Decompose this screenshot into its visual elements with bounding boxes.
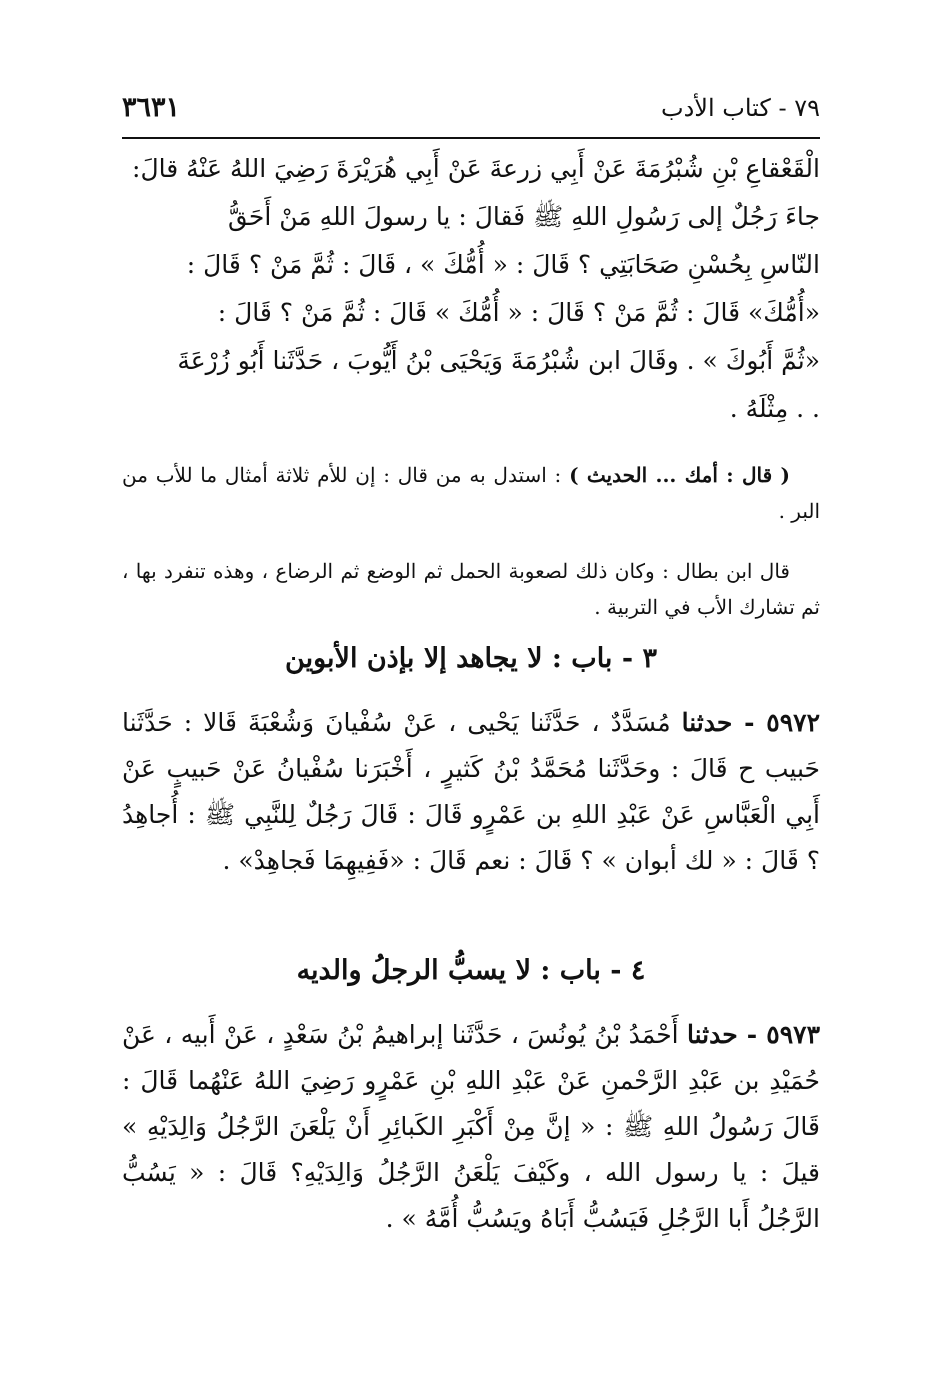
chapter-heading: ٣ - باب : لا يجاهد إلا بإذن الأبوين bbox=[285, 643, 657, 674]
commentary-paragraph bbox=[122, 553, 820, 625]
hadith-line: «ثُمَّ أَبُوكَ » . وقَالَ ابن شُبْرُمَةَ وَيَحْيَى بْنُ أَيُّوبَ ، حَدَّثَنا أَبُو زُرْعَةَ bbox=[177, 346, 820, 375]
hadith-line: الْقَعْقاعِ بْنِ شُبْرُمَةَ عَنْ أَبِي زرعةَ عَنْ أَبِي هُرَيْرَةَ رَضِيَ اللهُ عَنْهُ قالَ: bbox=[132, 154, 820, 183]
hadith-line: جاءَ رَجُلٌ إلى رَسُولِ اللهِ ﷺ فَقالَ : يا رسولَ اللهِ مَنْ أَحَقُّ bbox=[228, 202, 820, 231]
page-header bbox=[122, 92, 820, 132]
hadith-continuation bbox=[122, 145, 820, 433]
header-rule bbox=[122, 137, 820, 139]
commentary-text: قال ابن بطال : وكان ذلك لصعوبة الحمل ثم الوضع ثم الرضاع ، وهذه تنفرد بها ، ثم تشارك الأب في التربية . bbox=[122, 559, 820, 619]
hadith-line: «أُمُّكَ» قَالَ : ثُمَّ مَنْ ؟ قَالَ : « أُمُّكَ » قَالَ : ثُمَّ مَنْ ؟ قَالَ : bbox=[217, 298, 820, 327]
hadith-text: أَحْمَدُ بْنُ يُونُسَ ، حَدَّثَنا إبراهيمُ بْنُ سَعْدٍ ، عَنْ أَبيه ، عَنْ حُمَيْدِ بن عَبْدِ الرَّحْمنِ عَنْ عَبْدِ اللهِ بْنِ عَمْرٍو رَضِيَ اللهُ عَنْهُما قَالَ : قَالَ رَسُولُ اللهِ ﷺ : « إنَّ مِنْ أَكْبَرِ الكَبائِرِ أَنْ يَلْعَنَ الرَّجُلُ وَالِدَيْهِ » قيلَ : يا رسول الله ، وكَيْفَ يَلْعَنُ الرَّجُلُ وَالِدَيْهِ؟ قَالَ : « يَسُبُّ الرَّجُلُ أَبا الرَّجُلِ فَيَسُبُّ أَبَاهُ ويَسُبُّ أُمَّهُ » . bbox=[122, 1020, 820, 1233]
book-title: ٧٩ - كتاب الأدب bbox=[661, 94, 820, 122]
chapter-heading: ٤ - باب : لا يسبُّ الرجلُ والديه bbox=[296, 955, 646, 986]
hadith-line: . . مِثْلَهُ . bbox=[729, 394, 820, 423]
page-number: ٣٦٣١ bbox=[122, 92, 181, 123]
hadith-number: ٥٩٧٣ - حدثنا bbox=[686, 1020, 820, 1049]
hadith-line: النّاسِ بِحُسْنِ صَحَابَتِي ؟ قَالَ : « أُمُّكَ » ، قَالَ : ثُمَّ مَنْ ؟ قَالَ : bbox=[186, 250, 820, 279]
commentary-paragraph bbox=[122, 457, 820, 529]
hadith-paragraph bbox=[122, 700, 820, 884]
hadith-text: مُسَدَّدٌ ، حَدَّثَنا يَحْيى ، عَنْ سُفْيانَ وَشُعْبَةَ قَالا : حَدَّثَنا حَبيب ح قَالَ : وحَدَّثَنا مُحَمَّدُ بْنُ كَثيرٍ ، أَخْبَرَنا سُفْيانُ عَنْ حَبيبٍ عَنْ أَبِي الْعَبَّاسِ عَنْ عَبْدِ اللهِ بن عَمْرٍو قَالَ : قَالَ رَجُلٌ لِلنَّبِي ﷺ : أُجاهِدُ ؟ قَالَ : « لك أبوان » ؟ قَالَ : نعم قَالَ : «فَفِيهِمَا فَجاهِدْ» . bbox=[122, 708, 820, 875]
commentary-lemma: ( قال : أمك ... الحديث ) bbox=[569, 463, 790, 487]
commentary-text: : استدل به من قال : إن للأم ثلاثة أمثال ما للأب من البر . bbox=[122, 463, 820, 523]
hadith-number: ٥٩٧٢ - حدثنا bbox=[681, 708, 820, 737]
hadith-paragraph bbox=[122, 1012, 820, 1242]
